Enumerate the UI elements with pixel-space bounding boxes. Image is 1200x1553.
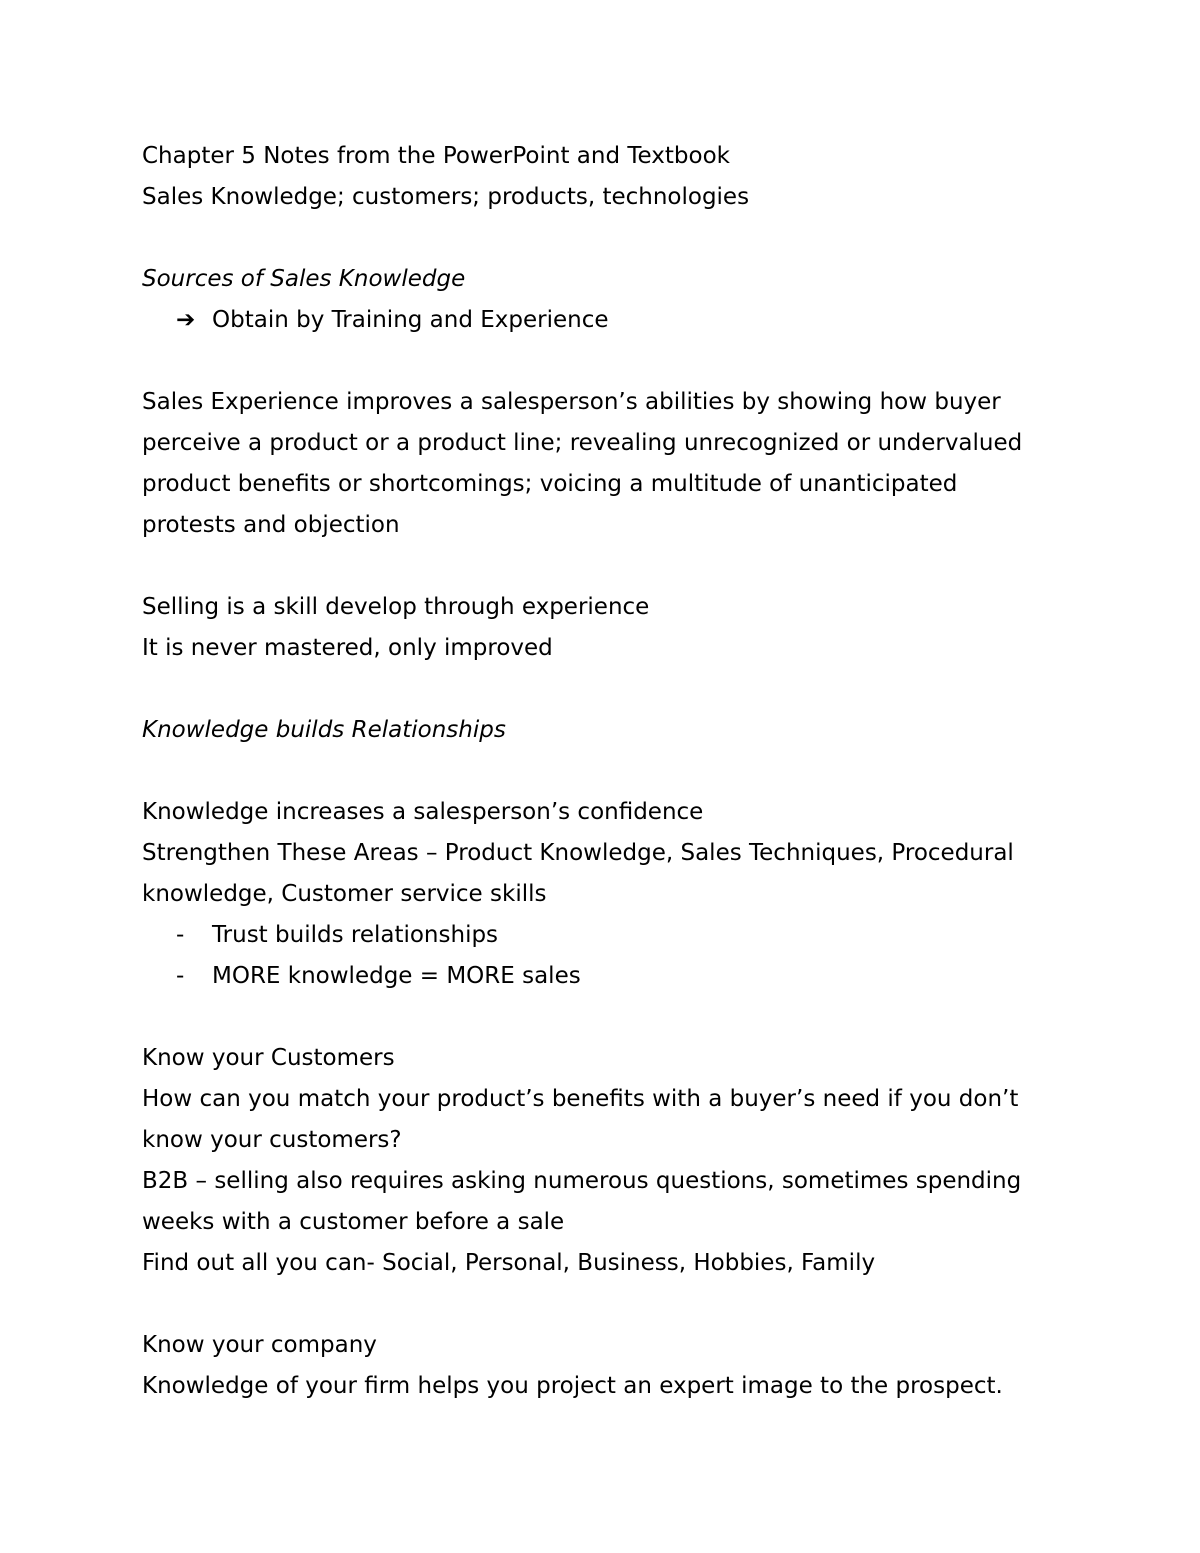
dash-list-item-text: MORE knowledge = MORE sales [212,963,581,989]
arrow-list-item [142,300,1062,341]
dash-icon: - [176,922,185,948]
customers-paragraph-line: know your customers? [142,1127,402,1153]
dash-icon: - [176,963,185,989]
dash-list-item [142,915,1062,956]
confidence-line: Knowledge increases a salesperson’s confidence [142,799,704,825]
arrow-icon: ➔ [176,307,196,333]
customers-paragraph-line: weeks with a customer before a sale [142,1209,565,1235]
dash-list-item-text: Trust builds relationships [212,922,499,948]
blank-line [142,669,1062,710]
document-body [142,136,1062,1407]
customers-paragraph-line: Find out all you can- Social, Personal, Business, Hobbies, Family [142,1250,876,1276]
dash-list-item [142,956,1062,997]
experience-paragraph-line: protests and objection [142,512,400,538]
blank-line [142,341,1062,382]
customers-paragraph-line: B2B – selling also requires asking numerous questions, sometimes spending [142,1168,1022,1194]
never-mastered-line: It is never mastered, only improved [142,635,553,661]
blank-line [142,218,1062,259]
heading-sources-of-sales-knowledge: Sources of Sales Knowledge [142,266,466,292]
blank-line [142,997,1062,1038]
company-paragraph-line: Knowledge of your firm helps you project an expert image to the prospect. [142,1373,1003,1399]
experience-paragraph-line: perceive a product or a product line; revealing unrecognized or undervalued [142,430,1023,456]
arrow-list-item-text: Obtain by Training and Experience [212,307,609,333]
experience-paragraph-line: product benefits or shortcomings; voicing a multitude of unanticipated [142,471,958,497]
blank-line [142,546,1062,587]
heading-know-your-company: Know your company [142,1332,377,1358]
document-title-line: Chapter 5 Notes from the PowerPoint and Textbook [142,143,730,169]
experience-paragraph-line: Sales Experience improves a salesperson’s abilities by showing how buyer [142,389,1001,415]
document-subtitle-line: Sales Knowledge; customers; products, technologies [142,184,750,210]
selling-skill-line: Selling is a skill develop through experience [142,594,650,620]
customers-paragraph-line: How can you match your product’s benefits with a buyer’s need if you don’t [142,1086,1019,1112]
blank-line [142,751,1062,792]
blank-line [142,1284,1062,1325]
heading-knowledge-builds-relationships: Knowledge builds Relationships [142,717,506,743]
strengthen-line: Strengthen These Areas – Product Knowledge, Sales Techniques, Procedural [142,840,1014,866]
strengthen-line: knowledge, Customer service skills [142,881,547,907]
heading-know-your-customers: Know your Customers [142,1045,395,1071]
